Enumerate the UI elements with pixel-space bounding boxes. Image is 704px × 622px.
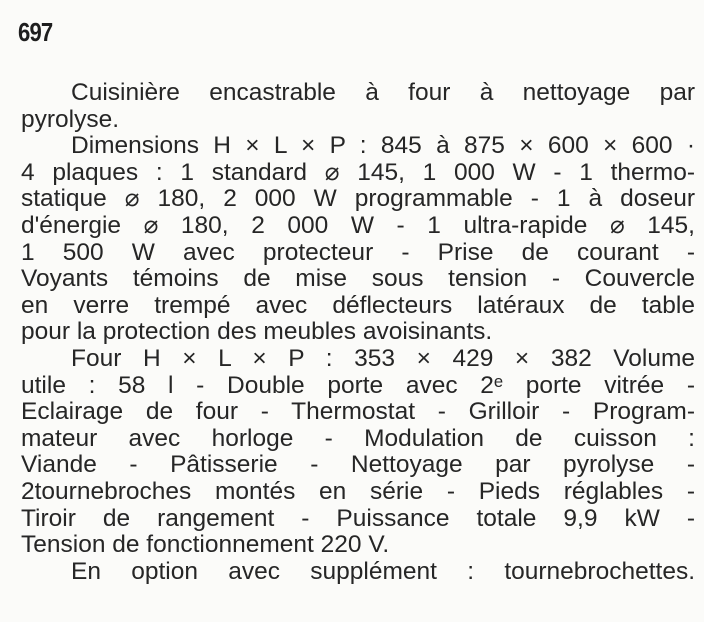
- text-line: Dimensions H × L × P : 845 à 875 × 600 × 600 ·: [71, 132, 695, 160]
- text-line: Voyants témoins de mise sous tension - Couvercle: [21, 265, 695, 293]
- text-line: pour la protection des meubles avoisinants.: [21, 318, 493, 346]
- text-line: utile : 58 l - Double porte avec 2ᵉ porte vitrée -: [21, 371, 695, 399]
- text-line: Four H × L × P : 353 × 429 × 382 Volume: [71, 344, 695, 372]
- text-line: d'énergie ⌀ 180, 2 000 W - 1 ultra-rapide ⌀ 145,: [21, 211, 695, 239]
- text-line: 1 500 W avec protecteur - Prise de courant -: [21, 238, 695, 266]
- text-line: pyrolyse.: [21, 105, 120, 133]
- product-description: [21, 80, 695, 585]
- text-line: Viande - Pâtisserie - Nettoyage par pyrolyse -: [21, 451, 695, 479]
- text-line: Tension de fonctionnement 220 V.: [21, 531, 390, 559]
- text-line: En option avec supplément : tournebrochettes.: [71, 557, 695, 585]
- text-line: 2tournebroches montés en série - Pieds réglables -: [21, 477, 695, 505]
- text-line: mateur avec horloge - Modulation de cuisson :: [21, 424, 695, 452]
- text-line: Tiroir de rangement - Puissance totale 9,9 kW -: [21, 504, 695, 532]
- text-line: 4 plaques : 1 standard ⌀ 145, 1 000 W - 1 thermo-: [21, 158, 695, 186]
- text-line: statique ⌀ 180, 2 000 W programmable - 1 à doseur: [21, 185, 695, 213]
- text-line: en verre trempé avec déflecteurs latéraux de table: [21, 291, 695, 319]
- text-line: Eclairage de four - Thermostat - Grilloir - Program-: [21, 398, 695, 426]
- text-line: Cuisinière encastrable à four à nettoyage par: [71, 79, 695, 106]
- page-number: 697: [18, 17, 53, 47]
